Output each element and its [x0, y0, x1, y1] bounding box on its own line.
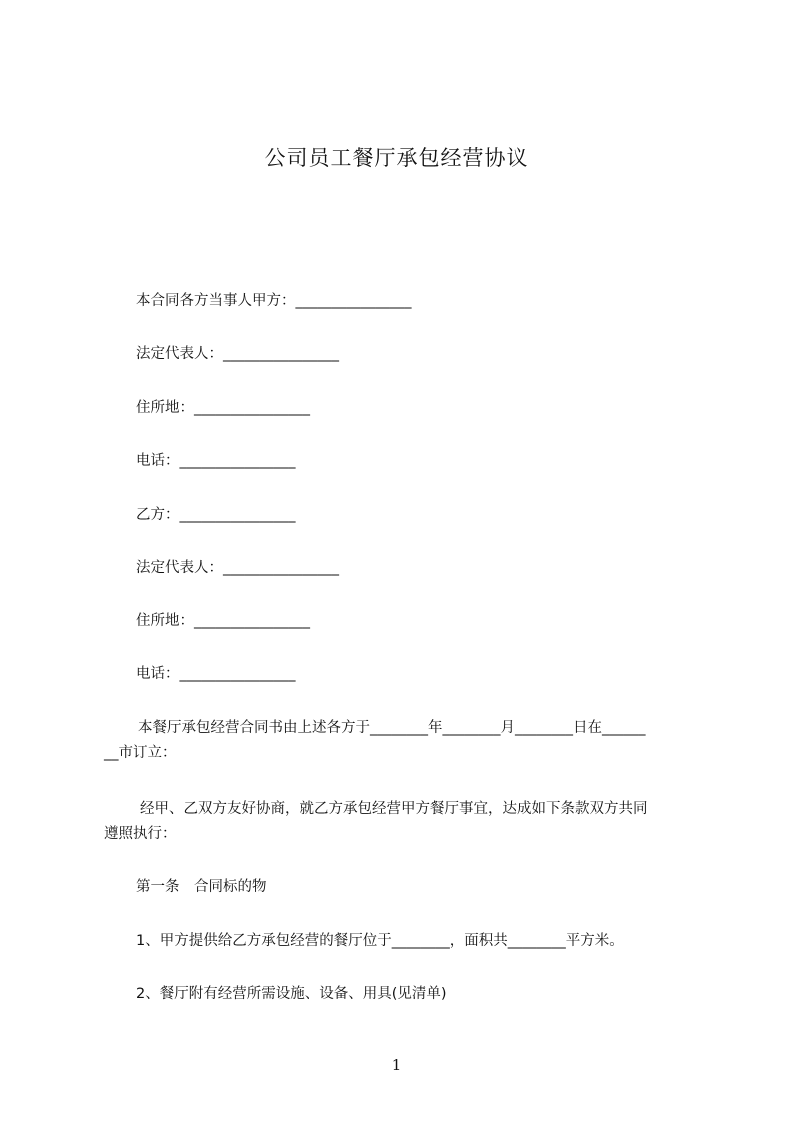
party-b-legal-rep: 法定代表人：________________	[136, 560, 339, 576]
article-1-heading: 第一条 合同标的物	[136, 879, 267, 895]
party-a-phone: 电话：________________	[136, 453, 296, 469]
intro-line-2: 遵照执行：	[104, 826, 177, 842]
party-a-legal-rep: 法定代表人：________________	[136, 346, 339, 362]
signing-line-1: 本餐厅承包经营合同书由上述各方于________年________月________日在______	[138, 720, 646, 736]
party-b-line: 乙方：________________	[136, 507, 296, 523]
document-title: 公司员工餐厅承包经营协议	[264, 146, 529, 170]
party-b-address: 住所地：________________	[136, 613, 310, 629]
party-a-line: 本合同各方当事人甲方：________________	[136, 293, 412, 309]
intro-line-1: 经甲、乙双方友好协商，就乙方承包经营甲方餐厅事宜，达成如下条款双方共同	[140, 801, 648, 817]
party-b-phone: 电话：________________	[136, 666, 296, 682]
article-1-item-2: 2、餐厅附有经营所需设施、设备、用具(见清单)	[136, 986, 447, 1002]
signing-line-2: __市订立：	[104, 745, 177, 761]
article-1-item-1: 1、甲方提供给乙方承包经营的餐厅位于________，面积共________平方米。	[136, 933, 624, 949]
party-a-address: 住所地：________________	[136, 400, 310, 416]
signing-paragraph	[104, 716, 704, 766]
intro-paragraph	[104, 797, 704, 847]
page-number: 1	[391, 1056, 402, 1074]
